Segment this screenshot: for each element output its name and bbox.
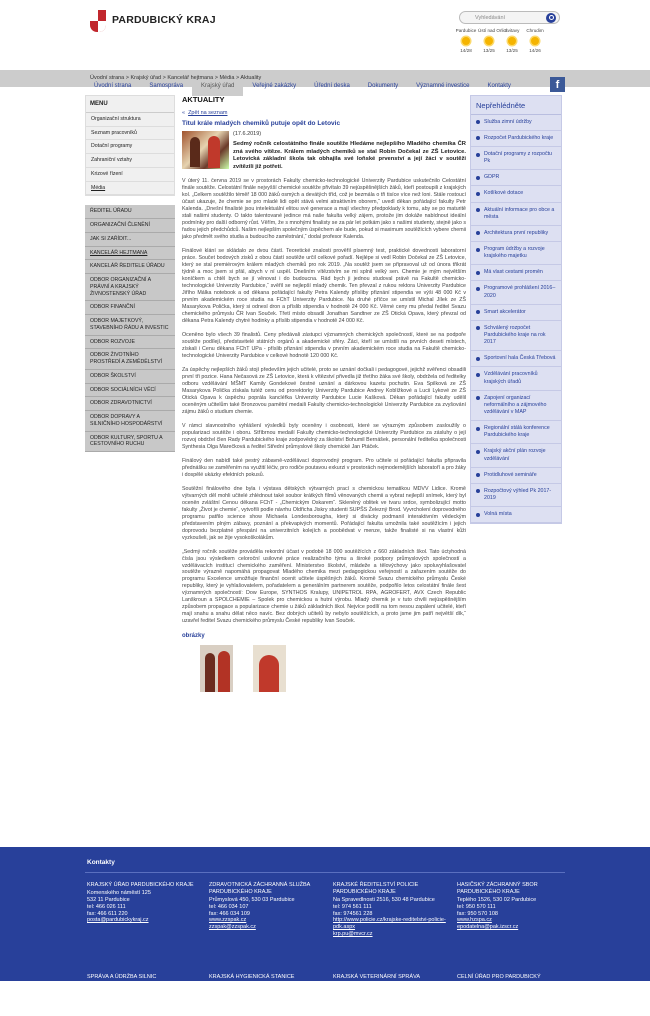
department-item[interactable]: ODBOR ŽIVOTNÍHO PROSTŘEDÍ A ZEMĚDĚLSTVÍ [85,349,175,370]
highlight-link[interactable]: GDPR [471,170,561,186]
sun-icon [485,37,493,45]
highlight-link[interactable]: Služba zimní údržby [471,115,561,131]
back-arrow-icon: « [182,109,186,116]
menu-item-active[interactable]: Média [86,182,174,196]
weather-item: Svitavy 13/25 [504,28,520,53]
article-title: Titul krále mladých chemiků putuje opět do Letovic [182,119,341,127]
bullet-icon [476,192,480,196]
search-placeholder: Vyhledávání [475,14,506,21]
right-sidebar [470,95,562,524]
footer-contact: KRAJSKÉ ŘEDITELSTVÍ POLICIE PARDUBICKÉHO KRAJE Na Spravedlnosti 2516, 530 48 Pardubice tel: 974 561 111 fax: 974561 228 http://www.policie.cz/krajske-reditelstvi-policie-pdk.aspx krp.pu@mvcr.cz [333,882,448,938]
nav-regional-office[interactable]: Krajský úřad [192,76,243,96]
nav-public-contracts[interactable]: Veřejné zakázky [252,83,297,89]
highlight-link[interactable]: Programové prohlášení 2016–2020 [471,281,561,304]
highlight-link[interactable]: Zapojení organizací neformálního a zájmového vzdělávání v MAP [471,391,561,421]
article-paragraph: V úterý 11. června 2019 se v prostorách Fakulty chemicko-technologické Univerzity Pardubice uskutečnilo Celostátní finále soutěže. Celostátní finále nejvyšší chemické soutěže přivítalo 39 nejúspěšnějších žáků, kteří postoupili z krajských kol. „Celkem soutěžilo téměř 18 000 žáků osmých a devátých tříd, což je bezmála o tři tisíce více než loni. Stále rostoucí účast ukazuje, že chemie se pro mladé lidi opět stává velmi atraktivním oborem,“ uvedl děkan pořádající fakulty Petr Kalenda. „Dnešní finalisté jsou intelektuální elitou své generace a mají všechny předpoklady k tomu, aby se po maturitě stali našimi studenty. O takto talentované jedince má naše fakulta velký zájem, protože jim dokáže nabídnout ideální podmínky pro další odborný růst. Věřím, že s mnohými finalisty se za pár let potkám jako s našimi studenty, stejně jako s řadou jejich předchůdců. Našim nejlepším společným úspěchem ale bude, pokud si maximum soutěžících vybere chemii jako předmět svého studia a budoucího zaměstnání,“ dodal profesor Kalenda. [182,178,466,241]
department-menu [85,205,175,452]
highlight-link[interactable]: Schválený rozpočet Pardubického kraje na rok 2017 [471,321,561,351]
bullet-icon [476,271,480,275]
brand-name: PARDUBICKÝ KRAJ [112,14,216,27]
weather-item: Chrudim 14/26 [526,28,544,53]
footer-email-link[interactable]: zzspak@zzspak.cz [209,924,256,931]
footer-contact-heading: SPRÁVA A ÚDRŽBA SILNIC [87,974,157,980]
bullet-icon [476,326,480,330]
footer-email-link[interactable]: posta@pardubickykraj.cz [87,917,149,924]
department-item[interactable]: ODBOR FINANČNÍ [85,301,175,315]
bullet-icon [476,357,480,361]
bullet-icon [476,120,480,124]
highlights-title: Nepřehlédněte [471,96,561,115]
department-item[interactable]: KANCELÁŘ ŘEDITELE ÚŘADU [85,260,175,274]
article-lead: Sedmý ročník celostátního finále soutěže Hledáme nejlepšího Mladého chemika ČR zná svého vítěze. Králem mladých chemiků se stal Robin Dočekal ze ZŠ Letovice. Letovická základní škola tak obhajila své loňské prvenství a její žáci v soutěži zvítězili již potřetí. [233,141,466,170]
search-input[interactable] [459,11,560,24]
bullet-icon [476,153,480,157]
footer-contact: KRAJSKÝ ÚŘAD PARDUBICKÉHO KRAJE Komenského náměstí 125 532 11 Pardubice tel: 466 026 111 fax: 466 611 220 posta@pardubickykraj.cz [87,882,202,924]
footer-contact-heading: CELNÍ ÚŘAD PRO PARDUBICKÝ [457,974,541,980]
highlight-link[interactable]: Má vlast cestami proměn [471,265,561,281]
highlight-link[interactable]: Architektura první republiky [471,226,561,242]
article-paragraph: Oceněno bylo všech 39 finalistů. Ceny předávali zástupci významných chemických společností, které se na podpoře soutěže podílejí, představitelé státních orgánů a akademické sféry. Žáci, kteří se umístili na prvních deseti místech, získali i Cenu děkana FChT UPa - příslib přiznání stipendia v prvním akademickém roce studia na Fakultě chemicko-technologické Univerzity Pardubice v celkové hodnotě 120 000 Kč. [182,331,466,359]
article-paragraph: Soutěžní finálového dne byla i výstava dětských výtvarných prací s chemickou tematikou MDVV Lidice. Kromě výtvarných děl mohli učitelé zhlédnout také soubor krátkých filmů věnovaných chemii a vybrat nejlepší snímek, který byl oceněn zvláštní Cenou děkana FChT - „Chemickým Oskarem“. Skleněný oblitek ve tvaru srdce, symbolizující motto fakulty „Život je chemie“, vytvořili podle návrhu Oldřicha Jiskry studenti SUPŠS Železný Brod. Vyvrcholení doprovodného programu patřilo science show Michaela Londesborougha, který si divácky podmanil interaktivním vědeckým představením plným zábavy, poznání a překvapivých momentů. Pořádající fakulta umožnila také soutěžícím i jejich doprovodu bezplatné přespání na univerzitních kolejích a poobědvat v menze, takže finalisté si na vlastní kůži vyzkoušeli, jak se žije vysokoškolákům. [182,485,466,541]
highlight-link[interactable]: Dotační programy z rozpočtu Pk [471,147,561,170]
article-date: (17.6.2019) [233,130,262,137]
article-paragraph: Finálový den nabídl také pestrý zábavně-vzdělávací doprovodný program. Pro učitele si pořádající fakulta připravila přednášku se zaměřením na využití léčiv, pro rodiče poutavou exkurzi v prostorách nejmodernějších laboratoří a pro žáky i dospělé ukázky efektních pokusů. [182,457,467,478]
article-photo[interactable] [182,131,229,169]
nav-home[interactable]: Úvodní strana [94,83,132,89]
footer-email-link[interactable]: krp.pu@mvcr.cz [333,931,373,938]
bullet-icon [476,489,480,493]
department-item[interactable]: ODBOR ORGANIZAČNÍ A PRÁVNÍ A KRAJSKÝ ŽIVNOSTENSKÝ ÚŘAD [85,274,175,301]
left-sidebar [85,95,175,452]
nav-contacts[interactable]: Kontakty [487,83,511,89]
bullet-icon [476,513,480,517]
sun-icon [508,37,516,45]
department-item[interactable]: ODBOR SOCIÁLNÍCH VĚCÍ [85,384,175,398]
article-paragraph: Finálové klání se skládalo ze dvou částí. Teoretické znalosti prověřil písemný test, praktické dovednosti laboratorní práce. Součet bodových zisků z obou částí soutěže určil celkové pořadí. Nejlépe si vedl Robin Dočekal ze ZŠ Letovice, který se stal premiérovým králem mladých chemiků pro rok 2019. „Na soutěž jsem se připravoval už od února třikrát týdně a moc jsem si přál, abych v ní uspěl. Dnešním vítězstvím se mi splnil velký sen. Chemie je mým největším koníčkem a chtěl bych se jí věnovat i do budoucna. Rád bych ji jednou studoval právě na Fakultě chemicko-technologické Univerzity Pardubice,“ svěřil se nejlepší mladý chemik. Ten převzal z rukou rektora Univerzity Pardubice Jiřího Málka notebook a od děkana pořádající fakulty Petra Kalendy přísliby přiznání stipendia ve výši 48 000 Kč v prvním akademickém roce studia na FChT Univerzity Pardubice. Na druhé příčce se umístil Michal Jílek ze ZŠ Masarykova Polička, který si odnesl dron a příslib stipendia v hodnotě 24 000 Kč. Věrné ceny mu předal ředitel Svazu chemického průmyslu ČR Ivan Souček. Třetí místo obsadil Jonathan Sandtner ze ZŠ Otická Opava, který převzal od děkana Petra Kalendy chytré hodinky a příslib stipendia v hodnotě 24 000 Kč. [182,248,466,324]
department-item[interactable]: ŘEDITEL ÚŘADU [85,205,175,219]
bullet-icon [476,373,480,377]
menu-item[interactable]: Organizační struktura [86,113,174,127]
breadcrumb[interactable]: Úvodní strana > Krajský úřad > Kancelář hejtmana > Média > Aktuality [90,75,262,81]
department-item[interactable]: JAK SI ZAŘÍDIT... [85,233,175,247]
highlight-link[interactable]: Vzdělávání pracovníků krajských úřadů [471,367,561,390]
page-title: AKTUALITY [182,95,225,104]
bullet-icon [476,450,480,454]
gallery-thumbnail[interactable] [200,645,233,692]
article-paragraph: V rámci slavnostního vyhlášení výsledků byly oceněny i osobnosti, které se výrazným způsobem zasloužily o popularizaci soutěže i oboru. Stříbrnou medailí Fakulty chemicko-technologické Univerzity Pardubice za zásluhy o její rozvoj obdržel člen Rady Pardubického kraje zodpovědný za školství Bohumil Bernášek, personální ředitelka společnosti Synthesia Olga Marečková a ředitel Střední průmyslové školy chemické Jan Ptáček. [182,422,466,450]
sun-icon [531,37,539,45]
highlight-link[interactable]: Smart akcelerátor [471,305,561,321]
menu-box [85,95,175,196]
coat-of-arms-icon [90,10,106,32]
highlight-link[interactable]: Volná místa [471,507,561,523]
highlight-link[interactable]: Rozpočtový výhled Pk 2017-2019 [471,484,561,507]
menu-item[interactable]: Krizové řízení [86,168,174,182]
bullet-icon [476,231,480,235]
highlight-link[interactable]: Sportovní hala Česká Třebová [471,351,561,367]
highlight-link[interactable]: Rozpočet Pardubického kraje [471,131,561,147]
page-footer [0,847,650,981]
bullet-icon [476,208,480,212]
department-item[interactable]: ODBOR DOPRAVY A SILNIČNÍHO HOSPODÁŘSTVÍ [85,411,175,432]
bullet-icon [476,248,480,252]
nav-investments[interactable]: Významné investice [416,83,470,89]
department-item[interactable]: ODBOR MAJETKOVÝ, STAVEBNÍHO ŘÁDU A INVESTIC [85,315,175,336]
highlight-link[interactable]: Program údržby a rozvoje krajského majetku [471,242,561,265]
bullet-icon [476,310,480,314]
sun-icon [462,37,470,45]
department-item[interactable]: ODBOR ŠKOLSTVÍ [85,370,175,384]
highlight-link[interactable]: Protidluhové semináře [471,468,561,484]
article-content [182,95,466,692]
nav-documents[interactable]: Dokumenty [367,83,399,89]
footer-contact: ZDRAVOTNICKÁ ZÁCHRANNÁ SLUŽBA PARDUBICKÉHO KRAJE Průmyslová 450, 530 03 Pardubice tel: 466 034 107 fax: 466 034 109 www.zzspak.cz zzspak@zzspak.cz [209,882,324,931]
bullet-icon [476,287,480,291]
highlight-link[interactable]: Krajský akční plán rozvoje vzdělávání [471,444,561,467]
bullet-icon [476,176,480,180]
menu-title: MENU [86,96,174,113]
footer-contact-heading: KRAJSKÁ HYGIENICKÁ STANICE [209,974,295,980]
weather-item: Pardubice 14/28 [455,28,477,53]
weather-widget [455,28,547,54]
highlight-link[interactable]: Regionální stálá konference Pardubického kraje [471,421,561,444]
nav-self-government[interactable]: Samospráva [149,83,184,89]
site-logo[interactable] [90,10,216,32]
menu-item[interactable]: Seznam pracovníků [86,127,174,141]
gallery-thumbnail[interactable] [253,645,286,692]
bullet-icon [476,396,480,400]
department-item-active[interactable]: KANCELÁŘ HEJTMANA [85,247,175,261]
search-icon[interactable] [546,13,556,23]
weather-item: Ústí nad Orlicí 13/25 [478,28,508,53]
bullet-icon [476,427,480,431]
highlights-box [470,95,562,524]
department-item[interactable]: ORGANIZAČNÍ ČLENĚNÍ [85,219,175,233]
back-link[interactable]: Zpět na seznam [188,109,228,116]
breadcrumb-bar [0,70,650,87]
bullet-icon [476,136,480,140]
photo-gallery [182,645,466,692]
article-paragraph: Za úspěchy nejlepších žáků stojí především jejich učitelé, proto se uznání dočkali i pedagogové, jejichž svěřenci obsadili první tři pozice. Hana Nečasová ze ZŠ Letovice, která k vítězství přivedla již třetího žáka své školy, obdržela od ředitelky odboru vzdělávání MŠMT Kamily Gondekové čestné uznání a dárkovou kazetu pochutin. Eva Spilková ze ZŠ Masarykova Polička získala tutéž cenu od prorektorky Univerzity Pardubice Andrey Koblížkové a Lucii Lykové ze ZŠ Otická Opava k úspěchu poprála kancléřka Univerzity Pardubice Lucie Kašková. Děkan pořádající fakulty udělil oceněným učitelům také Bronzovou pamětní medaili Fakulty chemicko-technologické Univerzity Pardubice za zvyšování zájmu žáků o studium chemie. [182,366,466,415]
highlight-link[interactable]: Aktuální informace pro obce a města [471,203,561,226]
department-item[interactable]: ODBOR ROZVOJE [85,336,175,350]
facebook-icon[interactable]: f [550,77,565,92]
footer-contact-heading: KRAJSKÁ VETERINÁRNÍ SPRÁVA [333,974,421,980]
footer-email-link[interactable]: epodatelna@pak.izscr.cz [457,924,519,931]
gallery-title: obrázky [182,633,205,640]
footer-web-link[interactable]: www.hzspa.cz [457,917,492,924]
article-paragraph: „Sedmý ročník soutěže prováděla rekordní účast v podobě 18 000 soutěžících z 660 základních škol. Tato úctyhodná čísla jsou výsledkem celoroční usilovné práce realizačního týmu a široké podpory průmyslových společností a vzdělávacích institucí chemického zaměření. Ministerstvo školství, mládeže a tělovýchovy jako spoluvyhlašovatel soutěže výrazně napomáhá propagovat Mladého chemika mezi pedagogickou veřejností a zařazením soutěže do programu Excelence umožňuje finanční ocenit učitele úspěšných žáků. Kromě Svazu chemického průmyslu České republiky, který je vyhlašovatelem, pořadatelem a generálním partnerem soutěže, podpořilo letos celostátní finále šest významných společností: Dow Europe, SYNTHOS Kralupy, UNIPETROL RPA, AGROFERT, AVX Czech Republic Lanškroun a SPOLCHEMIE – Spolek pro chemickou a hutní výrobu. Mladý chemik je v tuto chvíli nejúspěšnějším způsobem propagace a popularizace chemie u žáků základních škol. Nejvíce podílí na tom nesou zapálení učitelé, kteří mají snahu a snahu dělat něco navíc. Bez dobrých učitelů by nebylo soutěžících, a proto jsme jim patří největší dík,“ uzavřel ředitel Svazu chemického průmyslu České republiky Ivan Souček. [182,548,466,625]
footer-web-link[interactable]: http://www.policie.cz/krajske-reditelstvi-policie-pdk.aspx [333,917,446,931]
department-item[interactable]: ODBOR ZDRAVOTNICTVÍ [85,397,175,411]
footer-title: Kontakty [87,859,115,866]
menu-item[interactable]: Zahraniční vztahy [86,154,174,168]
footer-web-link[interactable]: www.zzspak.cz [209,917,247,924]
highlight-link[interactable]: Kotlíkové dotace [471,186,561,202]
menu-item[interactable]: Dotační programy [86,140,174,154]
department-item[interactable]: ODBOR KULTURY, SPORTU A CESTOVNÍHO RUCHU [85,432,175,453]
nav-notice-board[interactable]: Úřední deska [314,83,350,89]
bullet-icon [476,473,480,477]
footer-contact: HASIČSKÝ ZÁCHRANNÝ SBOR PARDUBICKÉHO KRAJE Teplého 1526, 530 02 Pardubice tel: 950 570 111 fax: 950 570 108 www.hzspa.cz epodatelna@pak.izscr.cz [457,882,572,931]
footer-divider [85,872,565,873]
